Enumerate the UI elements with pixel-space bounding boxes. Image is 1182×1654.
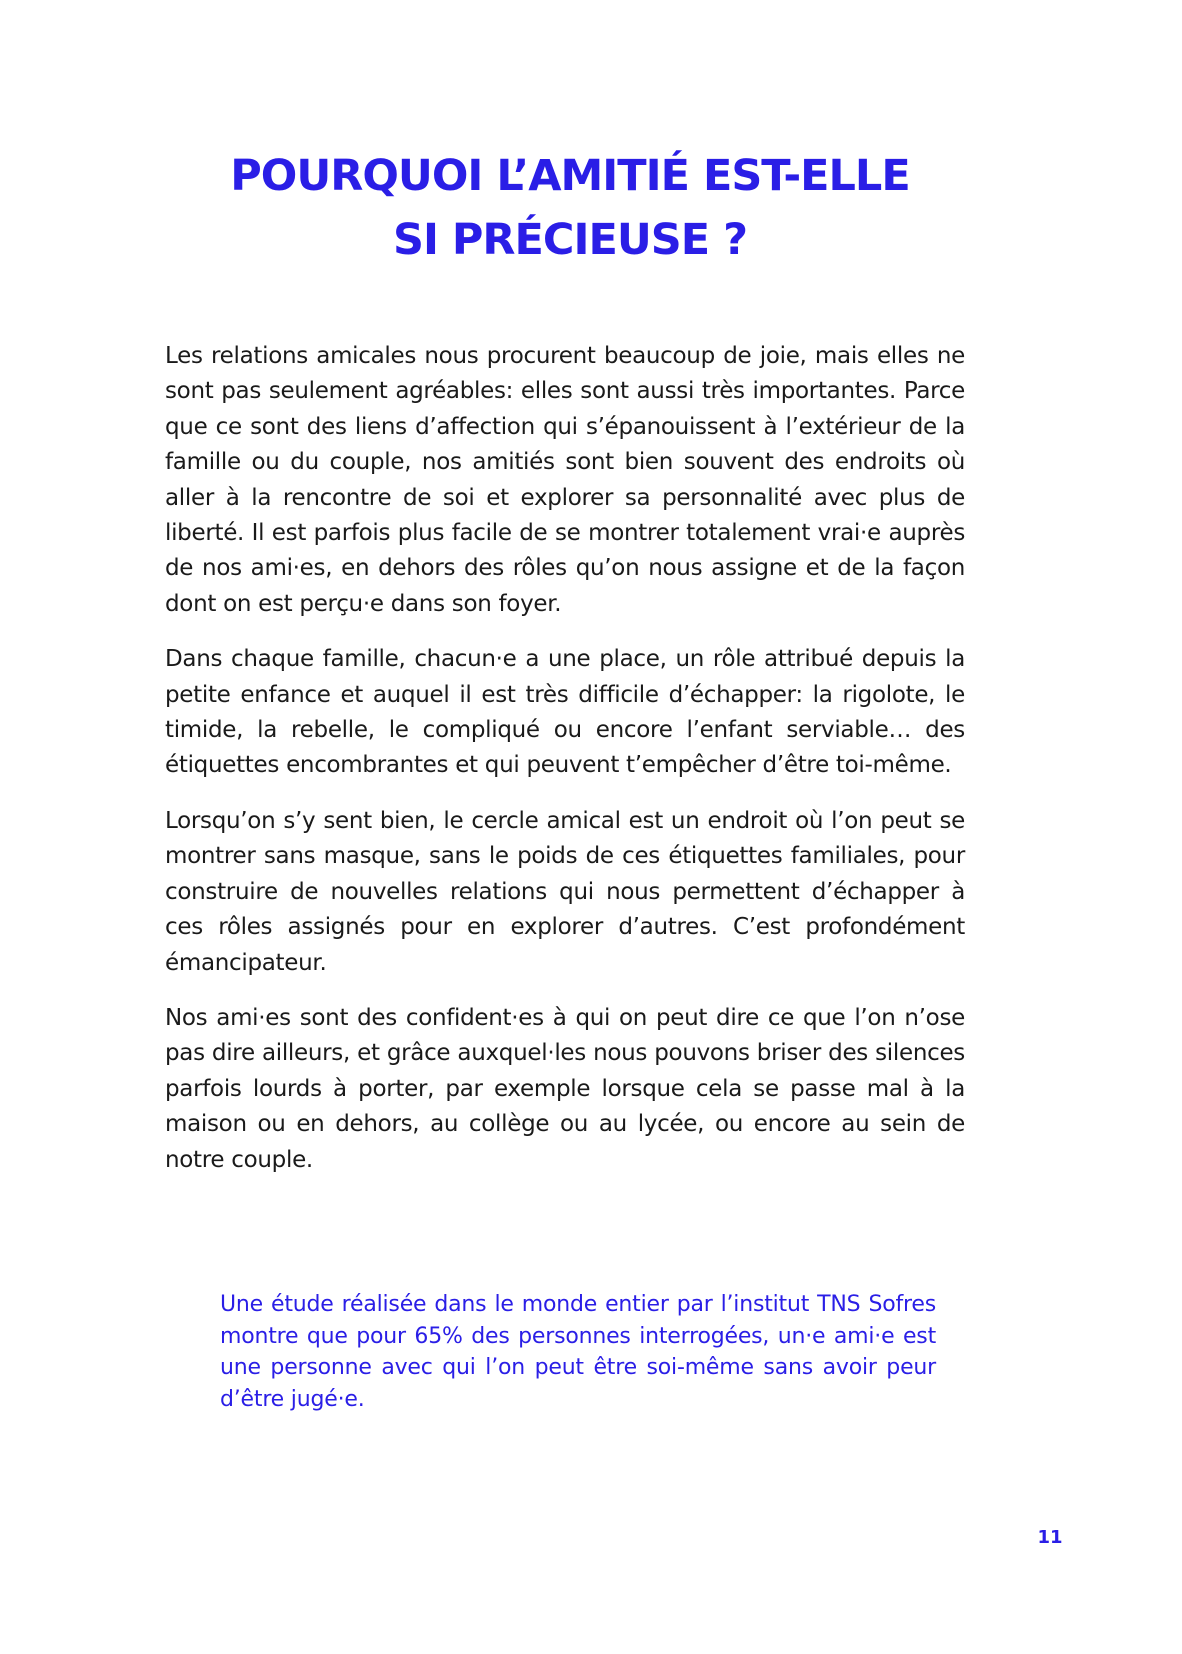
page-title-line-2: SI PRÉCIEUSE ? bbox=[392, 215, 748, 265]
page-title-line-1: POURQUOI L’AMITIÉ EST-ELLE bbox=[230, 151, 910, 201]
paragraph-1: Les relations amicales nous procurent beaucoup de joie, mais elles ne sont pas seulement agréables: elles sont aussi très importantes. Parce que ce sont des liens d’affection qui s’épanouissent à l’extérieur de la famille ou du couple, nos amitiés sont bien souvent des endroits où aller à la rencontre de soi et explorer sa personnalité avec plus de liberté. Il est parfois plus facile de se montrer totalement vrai·e auprès de nos ami·es, en dehors des rôles qu’on nous assigne et de la façon dont on est perçu·e dans son foyer. bbox=[165, 343, 965, 617]
study-callout: Une étude réalisée dans le monde entier par l’institut TNS Sofres montre que pour 65% des personnes interrogées, un·e ami·e est une personne avec qui l’on peut être soi-même sans avoir peur d’être jugé·e. bbox=[220, 1292, 936, 1412]
page-title bbox=[150, 144, 990, 272]
paragraph-4: Nos ami·es sont des confident·es à qui on peut dire ce que l’on n’ose pas dire ailleurs, et grâce auxquel·les nous pouvons briser des silences parfois lourds à porter, par exemple lorsque cela se passe mal à la maison ou en dehors, au collège ou au lycée, ou encore au sein de notre couple. bbox=[165, 1004, 965, 1173]
paragraph-2: Dans chaque famille, chacun·e a une place, un rôle attribué depuis la petite enfance et auquel il est très difficile d’échapper: la rigolote, le timide, la rebelle, le compliqué ou encore l’enfant serviable… des étiquettes encombrantes et qui peuvent t’empêcher d’être toi-même. bbox=[165, 646, 965, 779]
body-text bbox=[165, 339, 965, 1198]
paragraph-3: Lorsqu’on s’y sent bien, le cercle amical est un endroit où l’on peut se montrer sans masque, sans le poids de ces étiquettes familiales, pour construire de nouvelles relations qui nous permettent d’échapper à ces rôles assignés pour en explorer d’autres. C’est profondément émancipateur. bbox=[165, 807, 965, 976]
page-number: 11 bbox=[1037, 1527, 1063, 1548]
